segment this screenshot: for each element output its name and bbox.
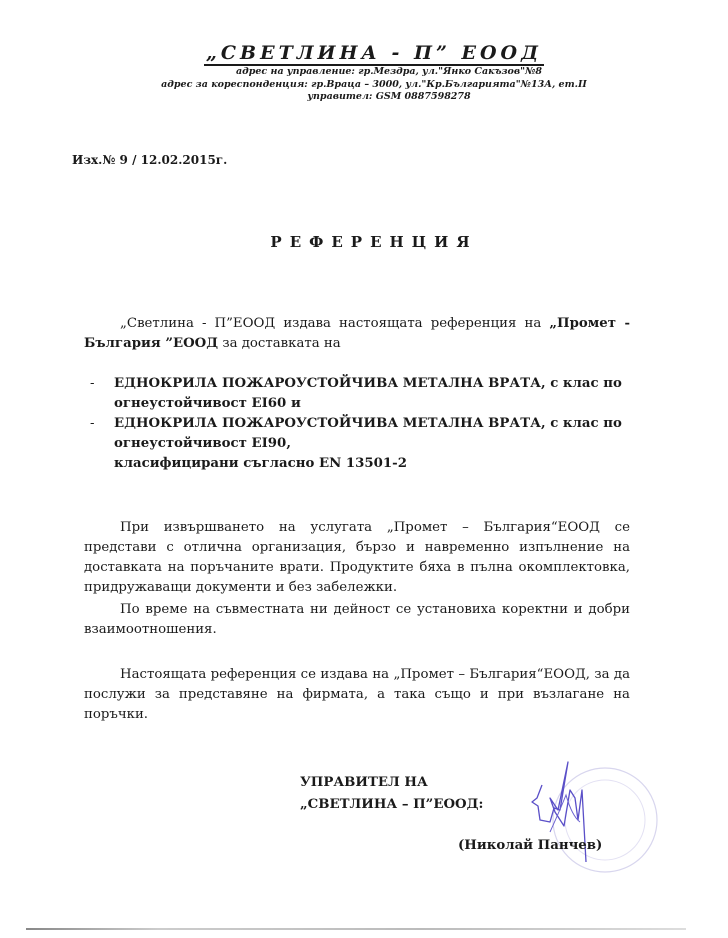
company-name: „СВЕТЛИНА - П” ЕООД	[206, 42, 542, 64]
signer-name: (Николай Панчев)	[458, 838, 603, 853]
signature-title: УПРАВИТЕЛ НА	[300, 775, 428, 790]
signature-company: „СВЕТЛИНА – П”ЕООД:	[300, 797, 484, 812]
paragraph-relations	[84, 600, 630, 640]
list-item	[84, 414, 644, 474]
delivered-items-list	[84, 374, 644, 474]
intro-text-2: за доставката на	[218, 336, 341, 351]
intro-text-1: „Светлина - П”ЕООД издава настоящата референция на	[120, 316, 550, 331]
outgoing-reference-number: Изх.№ 9 / 12.02.2015г.	[72, 153, 228, 167]
paragraph-purpose	[84, 665, 630, 725]
paragraph-text: По време на съвместната ни дейност се установиха коректни и добри взаимоотношения.	[84, 602, 630, 637]
paragraph-text: При извършването на услугата „Промет – България“ЕООД се представи с отлична организация, бързо и навременно изпълнение на доставката на поръчаните врати. Продуктите бяха в пълна окомплектовка, придружаващи документи и без забележки.	[84, 520, 630, 595]
document-title: РЕФЕРЕНЦИЯ	[270, 233, 478, 251]
paragraph-text: Настоящата референция се издава на „Промет – България“ЕООД, за да послужи за представяне на фирмата, а така също и при възлагане на поръчки.	[84, 667, 630, 722]
scan-edge-divider	[26, 928, 686, 930]
list-item	[84, 374, 644, 414]
item-text: ЕДНОКРИЛА ПОЖАРОУСТОЙЧИВА МЕТАЛНА ВРАТА, с клас по огнеустойчивост EI60 и	[114, 376, 622, 411]
signature-block	[300, 772, 483, 816]
paragraph-service	[84, 518, 630, 598]
dash-bullet-icon: -	[90, 416, 95, 431]
dash-bullet-icon: -	[90, 376, 95, 391]
intro-company-bold: „Промет - България ”ЕООД	[84, 316, 630, 351]
intro-paragraph	[84, 314, 630, 354]
item-text: ЕДНОКРИЛА ПОЖАРОУСТОЙЧИВА МЕТАЛНА ВРАТА, с клас по огнеустойчивост EI90,	[114, 416, 622, 451]
manager-phone: управител: GSM 0887598278	[307, 91, 471, 102]
correspondence-address: адрес за кореспонденция: гр.Враца – 3000, ул."Кр.Българията"№13А, ет.II	[161, 78, 587, 90]
letterhead	[0, 42, 728, 104]
stamp-circle-icon	[553, 768, 657, 872]
handwritten-signature-icon	[520, 750, 720, 890]
management-address: адрес на управление: гр.Мездра, ул."Янко Сакъзов"№8	[235, 66, 543, 77]
classification-text: класифицирани съгласно EN 13501-2	[114, 456, 407, 471]
